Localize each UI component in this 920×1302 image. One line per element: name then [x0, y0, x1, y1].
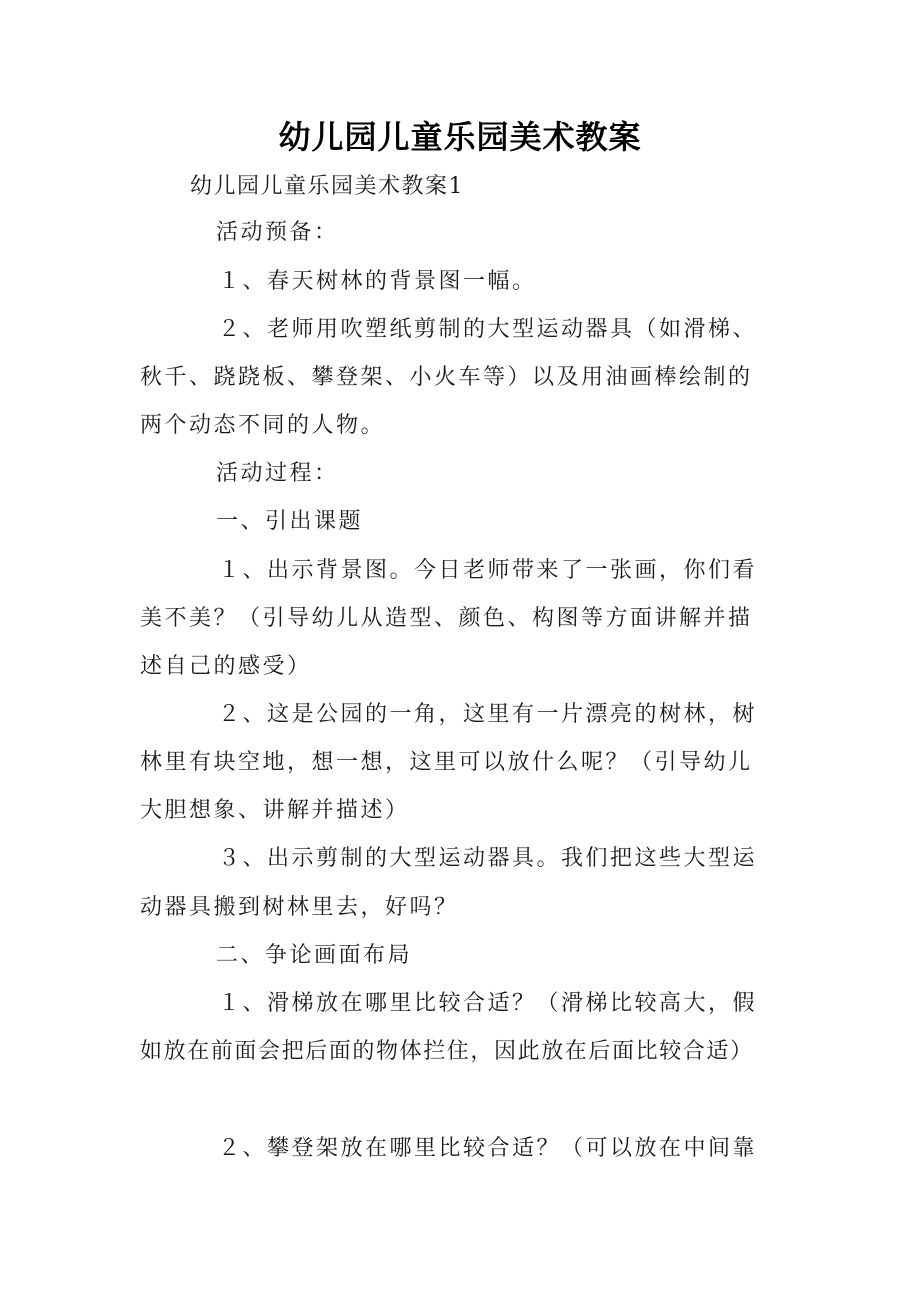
paragraph-line: 林里有块空地，想一想，这里可以放什么呢？（引导幼儿 — [140, 750, 753, 775]
paragraph-line: １、春天树林的背景图一幅。 — [218, 269, 537, 294]
paragraph-line: 两个动态不同的人物。 — [140, 413, 386, 438]
paragraph-line: ３、出示剪制的大型运动器具。我们把这些大型运 — [218, 846, 758, 871]
paragraph-line: １、滑梯放在哪里比较合适？（滑梯比较高大，假 — [218, 991, 758, 1016]
paragraph-line: 活动过程： — [216, 461, 339, 486]
paragraph-line: 一、引出课题 — [216, 509, 364, 534]
paragraph-line: １、出示背景图。今日老师带来了一张画，你们看 — [218, 558, 758, 583]
paragraph-line: 美不美？（引导幼儿从造型、颜色、构图等方面讲解并描 — [140, 606, 753, 631]
document-title: 幼儿园儿童乐园美术教案 — [278, 118, 642, 156]
paragraph-line: ２、攀登架放在哪里比较合适？（可以放在中间靠 — [218, 1136, 758, 1161]
paragraph-line: 述自己的感受） — [140, 654, 312, 679]
paragraph-line: 秋千、跷跷板、攀登架、小火车等）以及用油画棒绘制的 — [140, 365, 753, 390]
paragraph-line: 活动预备： — [216, 220, 339, 245]
paragraph-line: 如放在前面会把后面的物体拦住，因此放在后面比较合适） — [140, 1039, 754, 1064]
section-heading: 幼儿园儿童乐园美术教案1 — [190, 174, 464, 199]
paragraph-line: 大胆想象、讲解并描述） — [140, 798, 410, 823]
paragraph-line: 动器具搬到树林里去，好吗？ — [140, 895, 459, 920]
paragraph-line: 二、争论画面布局 — [216, 943, 413, 968]
paragraph-line: ２、老师用吹塑纸剪制的大型运动器具（如滑梯、 — [218, 317, 758, 342]
paragraph-line: ２、这是公园的一角，这里有一片漂亮的树林，树 — [218, 702, 758, 727]
